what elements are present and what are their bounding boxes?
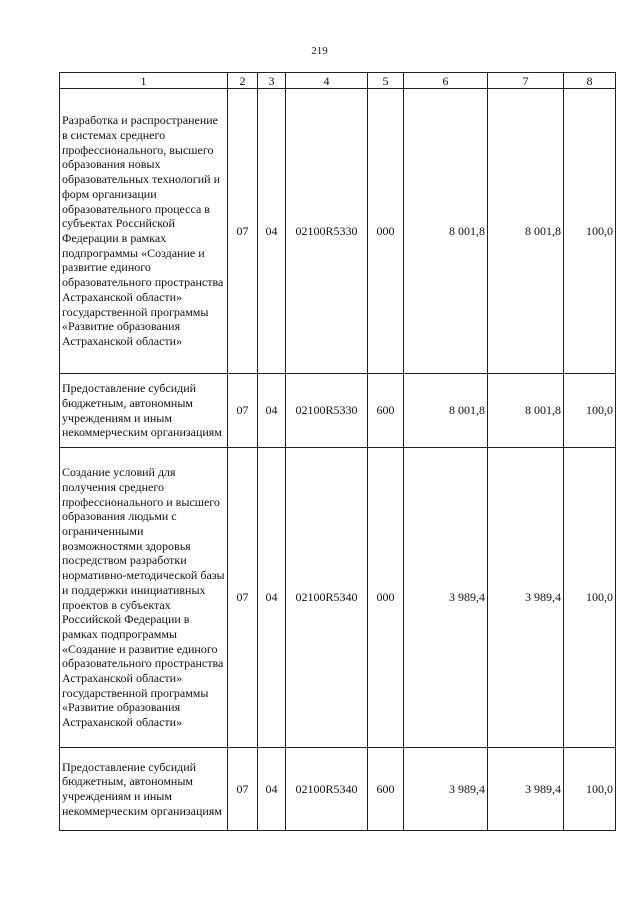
column-header-name: 1 bbox=[60, 73, 228, 89]
expense-type-cell: 600 bbox=[368, 748, 404, 831]
fact-cell: 3 989,4 bbox=[488, 448, 564, 748]
expense-type-cell: 600 bbox=[368, 374, 404, 448]
plan-cell: 3 989,4 bbox=[404, 448, 488, 748]
target-article-cell: 02100R5340 bbox=[286, 448, 368, 748]
column-header-section: 2 bbox=[228, 73, 258, 89]
table-row bbox=[60, 748, 616, 831]
subsection-cell: 04 bbox=[258, 748, 286, 831]
fact-cell: 3 989,4 bbox=[488, 748, 564, 831]
column-header-plan: 6 bbox=[404, 73, 488, 89]
column-header-percent: 8 bbox=[564, 73, 616, 89]
plan-cell: 8 001,8 bbox=[404, 374, 488, 448]
percent-cell: 100,0 bbox=[564, 89, 616, 374]
fact-cell: 8 001,8 bbox=[488, 374, 564, 448]
percent-cell: 100,0 bbox=[564, 448, 616, 748]
page-number: 219 bbox=[311, 45, 328, 57]
table-row bbox=[60, 374, 616, 448]
section-cell: 07 bbox=[228, 448, 258, 748]
row-name-cell: Создание условий для получения среднего профессионального и высшего образования людьми с ограниченными возможностями здоровья посредством разработки нормативно-методической базы и поддержки инициативных проектов в субъектах Российской Федерации в рамках подпрограммы «Создание и развитие единого образовательного пространства Астраханской области» государственной программы «Развитие образования Астраханской области» bbox=[60, 448, 228, 748]
section-cell: 07 bbox=[228, 748, 258, 831]
header-row bbox=[60, 73, 616, 89]
target-article-cell: 02100R5330 bbox=[286, 374, 368, 448]
row-name-cell: Предоставление субсидий бюджетным, автономным учреждениям и иным некоммерческим организациям bbox=[60, 748, 228, 831]
section-cell: 07 bbox=[228, 89, 258, 374]
plan-cell: 8 001,8 bbox=[404, 89, 488, 374]
expense-type-cell: 000 bbox=[368, 89, 404, 374]
column-header-target-article: 4 bbox=[286, 73, 368, 89]
subsection-cell: 04 bbox=[258, 448, 286, 748]
subsection-cell: 04 bbox=[258, 89, 286, 374]
subsection-cell: 04 bbox=[258, 374, 286, 448]
plan-cell: 3 989,4 bbox=[404, 748, 488, 831]
column-header-subsection: 3 bbox=[258, 73, 286, 89]
table-row bbox=[60, 448, 616, 748]
fact-cell: 8 001,8 bbox=[488, 89, 564, 374]
target-article-cell: 02100R5330 bbox=[286, 89, 368, 374]
expense-type-cell: 000 bbox=[368, 448, 404, 748]
percent-cell: 100,0 bbox=[564, 748, 616, 831]
percent-cell: 100,0 bbox=[564, 374, 616, 448]
row-name-cell: Предоставление субсидий бюджетным, автономным учреждениям и иным некоммерческим организациям bbox=[60, 374, 228, 448]
target-article-cell: 02100R5340 bbox=[286, 748, 368, 831]
column-header-fact: 7 bbox=[488, 73, 564, 89]
section-cell: 07 bbox=[228, 374, 258, 448]
table-row bbox=[60, 89, 616, 374]
row-name-cell: Разработка и распространение в системах среднего профессионального, высшего образования новых образовательных технологий и форм организации образовательного процесса в субъектах Российской Федерации в рамках подпрограммы «Создание и развитие единого образовательного пространства Астраханской области» государственной программы «Развитие образования Астраханской области» bbox=[60, 89, 228, 374]
budget-table bbox=[59, 72, 616, 831]
column-header-expense-type: 5 bbox=[368, 73, 404, 89]
